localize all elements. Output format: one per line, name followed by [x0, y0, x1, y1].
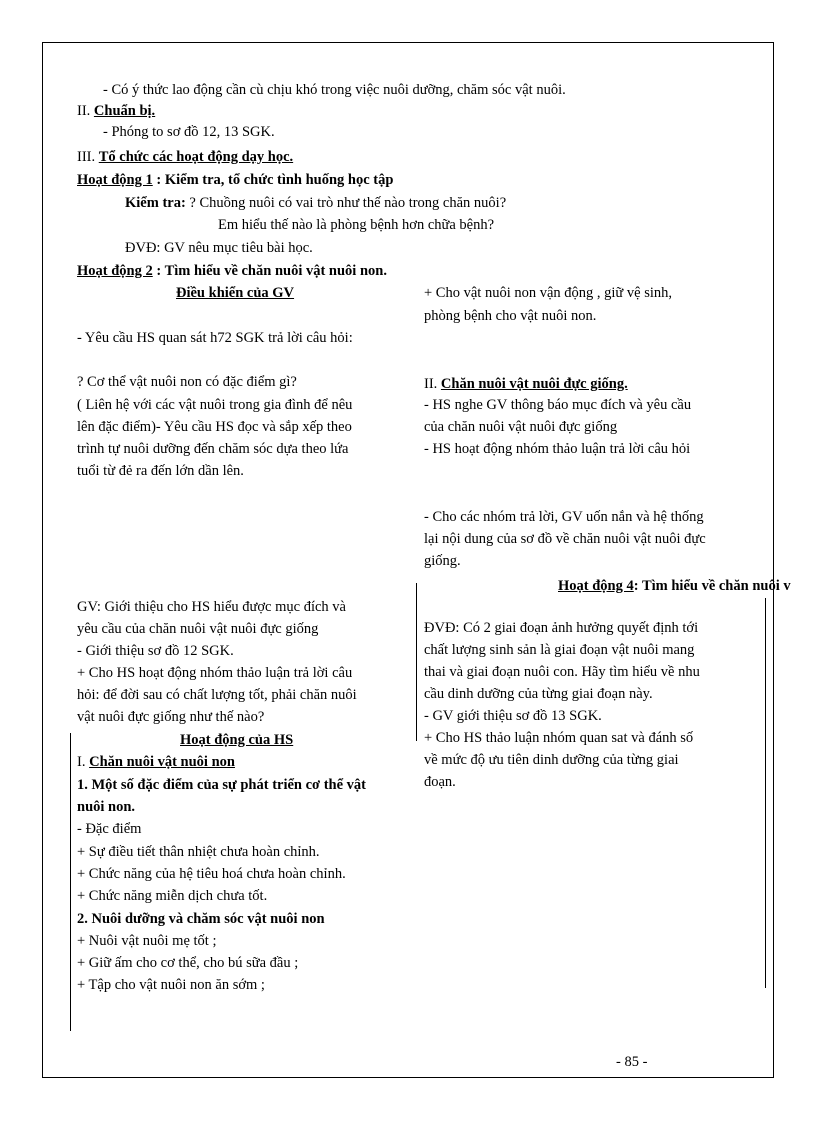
- text-line: - Giới thiệu sơ đồ 12 SGK.: [77, 643, 234, 659]
- text-line: tuổi từ đẻ ra đến lớn dần lên.: [77, 463, 244, 479]
- section-title: Chăn nuôi vật nuôi đực giống.: [440, 376, 628, 392]
- text-line: + Nuôi vật nuôi mẹ tốt ;: [77, 933, 217, 949]
- section-number: III.: [77, 149, 96, 165]
- section-title: Chăn nuôi vật nuôi non: [89, 754, 235, 770]
- activity-label: Hoạt động 2: [77, 263, 153, 279]
- section-title: Chuẩn bị.: [93, 103, 156, 119]
- text-line: phòng bệnh cho vật nuôi non.: [424, 308, 597, 324]
- column-rule: [70, 733, 71, 1031]
- activity-label: Hoạt động 4: [558, 578, 634, 594]
- section-heading: [77, 147, 293, 167]
- text-line: + Giữ ấm cho cơ thể, cho bú sữa đầu ;: [77, 955, 299, 971]
- section-heading: [77, 101, 155, 121]
- text-line: + Cho HS thảo luận nhóm quan sat và đánh số: [424, 730, 694, 746]
- text-line: cầu dinh dưỡng của từng giai đoạn này.: [424, 686, 653, 702]
- text-line: - Yêu cầu HS quan sát h72 SGK trả lời câu hỏi:: [77, 330, 353, 346]
- activity-heading: [77, 261, 387, 281]
- text-line: - Đặc điểm: [77, 821, 142, 837]
- subheading: 2. Nuôi dưỡng và chăm sóc vật nuôi non: [77, 911, 325, 927]
- text-line: của chăn nuôi vật nuôi đực giống: [424, 419, 618, 435]
- text-line: - Phóng to sơ đồ 12, 13 SGK.: [103, 124, 275, 140]
- text-line: - HS hoạt động nhóm thảo luận trả lời câu hỏi: [424, 441, 691, 457]
- column-heading: Hoạt động của HS: [180, 732, 294, 748]
- text-line: ? Cơ thể vật nuôi non có đặc điểm gì?: [77, 374, 297, 390]
- text-line: đoạn.: [424, 774, 456, 790]
- text-line: trình tự nuôi dưỡng đến chăm sóc dựa theo lứa: [77, 441, 349, 457]
- text-line: + Chức năng của hệ tiêu hoá chưa hoàn chỉnh.: [77, 866, 346, 882]
- check-label: Kiểm tra:: [125, 195, 186, 211]
- text-line: ( Liên hệ với các vật nuôi trong gia đình để nêu: [77, 397, 353, 413]
- text-line: về mức độ ưu tiên dinh dưỡng của từng giai: [424, 752, 679, 768]
- text-line: lại nội dung của sơ đồ về chăn nuôi vật nuôi đực: [424, 531, 706, 547]
- text-line: GV: Giới thiệu cho HS hiểu được mục đích và: [77, 599, 346, 615]
- section-heading: [424, 374, 628, 394]
- column-heading: Điều khiển của GV: [176, 285, 295, 301]
- text-line: chất lượng sinh sản là giai đoạn vật nuôi mang: [424, 642, 695, 658]
- text-line: + Tập cho vật nuôi non ăn sớm ;: [77, 977, 265, 993]
- activity-label: Hoạt động 1: [77, 172, 153, 188]
- text-line: ĐVĐ: Có 2 giai đoạn ảnh hưởng quyết định tới: [424, 620, 699, 636]
- text-line: + Cho HS hoạt động nhóm thảo luận trả lời câu: [77, 665, 353, 681]
- text-line: thai và giai đoạn nuôi con. Hãy tìm hiểu về nhu: [424, 664, 700, 680]
- objective-line: - Có ý thức lao động cần cù chịu khó trong việc nuôi dưỡng, chăm sóc vật nuôi.: [103, 82, 566, 98]
- page-number: - 85 -: [616, 1054, 648, 1070]
- section-title: Tổ chức các hoạt động dạy học.: [98, 149, 294, 165]
- text-line: vật nuôi đực giống như thế nào?: [77, 709, 265, 725]
- text-line: hỏi: để đời sau có chất lượng tốt, phải chăn nuôi: [77, 687, 357, 703]
- check-question: [125, 193, 506, 213]
- activity-title: : Tìm hiểu về chăn nuôi v: [633, 578, 791, 594]
- text-line: + Cho vật nuôi non vận động , giữ vệ sinh,: [424, 285, 673, 301]
- text-line: + Chức năng miễn dịch chưa tốt.: [77, 888, 268, 904]
- text-line: + Sự điều tiết thân nhiệt chưa hoàn chỉnh.: [77, 844, 320, 860]
- subheading: 1. Một số đặc điểm của sự phát triển cơ thể vật: [77, 777, 366, 793]
- section-number: II.: [77, 103, 91, 119]
- section-number: II.: [424, 376, 438, 392]
- activity-heading: [558, 576, 791, 596]
- text-line: lên đặc điểm)- Yêu cầu HS đọc và sắp xếp theo: [77, 419, 352, 435]
- activity-title: : Tìm hiểu về chăn nuôi vật nuôi non.: [152, 263, 387, 279]
- question-text: ? Chuồng nuôi có vai trò như thế nào trong chăn nuôi?: [185, 195, 507, 211]
- text-line: ĐVĐ: GV nêu mục tiêu bài học.: [125, 240, 313, 256]
- text-line: yêu cầu của chăn nuôi vật nuôi đực giống: [77, 621, 319, 637]
- column-rule: [765, 598, 766, 988]
- text-line: giống.: [424, 553, 461, 569]
- section-heading: [77, 752, 235, 772]
- text-line: - Cho các nhóm trả lời, GV uốn nắn và hệ thống: [424, 509, 704, 525]
- column-rule: [416, 583, 417, 741]
- text-line: - GV giới thiệu sơ đồ 13 SGK.: [424, 708, 602, 724]
- activity-heading: [77, 170, 393, 190]
- text-line: - HS nghe GV thông báo mục đích và yêu cầu: [424, 397, 692, 413]
- section-number: I.: [77, 754, 86, 770]
- check-question: Em hiểu thế nào là phòng bệnh hơn chữa bệnh?: [218, 217, 495, 233]
- activity-title: : Kiểm tra, tổ chức tình huống học tập: [152, 172, 394, 188]
- subheading: nuôi non.: [77, 799, 136, 815]
